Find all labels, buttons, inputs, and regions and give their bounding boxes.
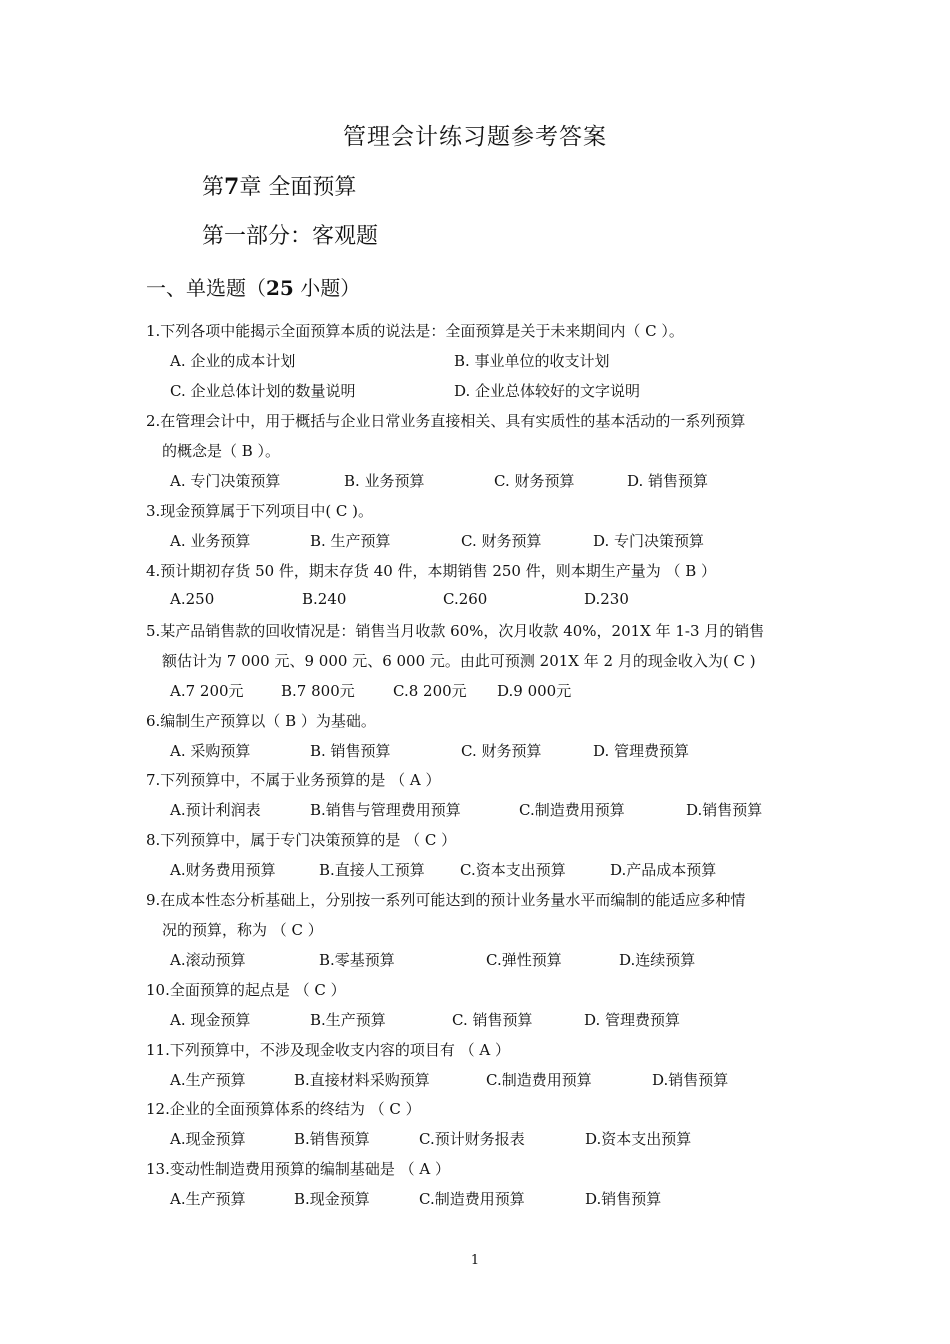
question-5-option: D.9 000元 — [497, 682, 572, 700]
question-6-option: B. 销售预算 — [310, 742, 391, 760]
document-title: 管理会计练习题参考答案 — [343, 124, 607, 150]
question-8-option: B.直接人工预算 — [319, 861, 425, 879]
question-7-option: C.制造费用预算 — [519, 801, 625, 819]
question-9-option: D.连续预算 — [619, 951, 696, 969]
question-3-option: D. 专门决策预算 — [593, 532, 705, 550]
question-13-option: D.销售预算 — [585, 1190, 662, 1208]
question-2-option: A. 专门决策预算 — [170, 472, 281, 490]
question-6-option: D. 管理费预算 — [593, 742, 690, 760]
question-7-option: B.销售与管理费用预算 — [310, 801, 461, 819]
question-4-option: C.260 — [443, 590, 488, 608]
question-1-option: B. 事业单位的收支计划 — [454, 352, 610, 370]
question-7-option: A.预计利润表 — [170, 801, 261, 819]
question-1-option: A. 企业的成本计划 — [170, 352, 296, 370]
question-2-option: D. 销售预算 — [627, 472, 709, 490]
chapter-prefix: 第 — [202, 175, 225, 200]
question-9-option: A.滚动预算 — [170, 951, 246, 969]
question-12-option: A.现金预算 — [170, 1130, 246, 1148]
section-prefix: 一、单选题（ — [146, 276, 266, 300]
question-11-option: D.销售预算 — [652, 1071, 729, 1089]
question-8-line-1: 8.下列预算中，属于专门决策预算的是 （ C ） — [146, 831, 457, 849]
question-13-line-1: 13.变动性制造费用预算的编制基础是 （ A ） — [146, 1160, 450, 1178]
question-3-option: C. 财务预算 — [461, 532, 542, 550]
question-10-option: A. 现金预算 — [170, 1011, 251, 1029]
page-number: 1 — [470, 1253, 480, 1268]
question-4-option: A.250 — [170, 590, 215, 608]
question-11-line-1: 11.下列预算中，不涉及现金收支内容的项目有 （ A ） — [146, 1041, 510, 1059]
question-8-option: A.财务费用预算 — [170, 861, 276, 879]
question-5-line-2: 额估计为 7 000 元、9 000 元、6 000 元。由此可预测 201X 年 2 月的现金收入为( C ) — [162, 652, 756, 670]
question-12-line-1: 12.企业的全面预算体系的终结为 （ C ） — [146, 1100, 421, 1118]
question-5-option: C.8 200元 — [393, 682, 467, 700]
question-12-option: B.销售预算 — [294, 1130, 370, 1148]
question-2-line-1: 2.在管理会计中，用于概括与企业日常业务直接相关、具有实质性的基本活动的一系列预算 — [146, 412, 746, 430]
question-11-option: A.生产预算 — [170, 1071, 246, 1089]
question-5-option: B.7 800元 — [281, 682, 355, 700]
question-10-line-1: 10.全面预算的起点是 （ C ） — [146, 981, 346, 999]
question-8-option: D.产品成本预算 — [610, 861, 717, 879]
chapter-heading — [202, 170, 356, 201]
question-13-option: C.制造费用预算 — [419, 1190, 525, 1208]
question-7-line-1: 7.下列预算中，不属于业务预算的是 （ A ） — [146, 771, 441, 789]
chapter-title: 章 全面预算 — [239, 175, 357, 200]
question-10-option: B.生产预算 — [310, 1011, 386, 1029]
question-10-option: C. 销售预算 — [452, 1011, 533, 1029]
question-6-line-1: 6.编制生产预算以（ B ）为基础。 — [146, 712, 376, 730]
question-5-option: A.7 200元 — [170, 682, 244, 700]
question-9-line-2: 况的预算，称为 （ C ） — [162, 921, 323, 939]
question-9-option: B.零基预算 — [319, 951, 395, 969]
part-heading: 第一部分：客观题 — [202, 224, 379, 249]
question-9-option: C.弹性预算 — [486, 951, 562, 969]
question-9-line-1: 9.在成本性态分析基础上，分别按一系列可能达到的预计业务量水平而编制的能适应多种情 — [146, 891, 746, 909]
question-3-option: B. 生产预算 — [310, 532, 391, 550]
question-1-line-1: 1.下列各项中能揭示全面预算本质的说法是：全面预算是关于未来期间内（ C ）。 — [146, 322, 684, 340]
section-count: 25 — [266, 276, 294, 300]
question-5-line-1: 5.某产品销售款的回收情况是：销售当月收款 60%，次月收款 40%，201X 年 1-3 月的销售 — [146, 622, 765, 640]
question-6-option: C. 财务预算 — [461, 742, 542, 760]
question-11-option: C.制造费用预算 — [486, 1071, 592, 1089]
question-13-option: A.生产预算 — [170, 1190, 246, 1208]
section-heading — [146, 272, 360, 301]
question-4-line-1: 4.预计期初存货 50 件，期末存货 40 件，本期销售 250 件，则本期生产量为 （ B ） — [146, 562, 717, 580]
question-4-option: D.230 — [584, 590, 629, 608]
question-4-option: B.240 — [302, 590, 347, 608]
question-11-option: B.直接材料采购预算 — [294, 1071, 430, 1089]
question-10-option: D. 管理费预算 — [584, 1011, 681, 1029]
question-7-option: D.销售预算 — [686, 801, 763, 819]
question-2-option: C. 财务预算 — [494, 472, 575, 490]
question-1-option: C. 企业总体计划的数量说明 — [170, 382, 356, 400]
question-6-option: A. 采购预算 — [170, 742, 251, 760]
question-12-option: C.预计财务报表 — [419, 1130, 525, 1148]
question-3-option: A. 业务预算 — [170, 532, 251, 550]
question-8-option: C.资本支出预算 — [460, 861, 566, 879]
question-2-line-2: 的概念是（ B ）。 — [162, 442, 281, 460]
question-13-option: B.现金预算 — [294, 1190, 370, 1208]
chapter-number: 7 — [224, 174, 240, 200]
question-1-option: D. 企业总体较好的文字说明 — [454, 382, 641, 400]
question-12-option: D.资本支出预算 — [585, 1130, 692, 1148]
question-3-line-1: 3.现金预算属于下列项目中( C )。 — [146, 502, 374, 520]
question-2-option: B. 业务预算 — [344, 472, 425, 490]
section-suffix: 小题） — [293, 276, 361, 300]
